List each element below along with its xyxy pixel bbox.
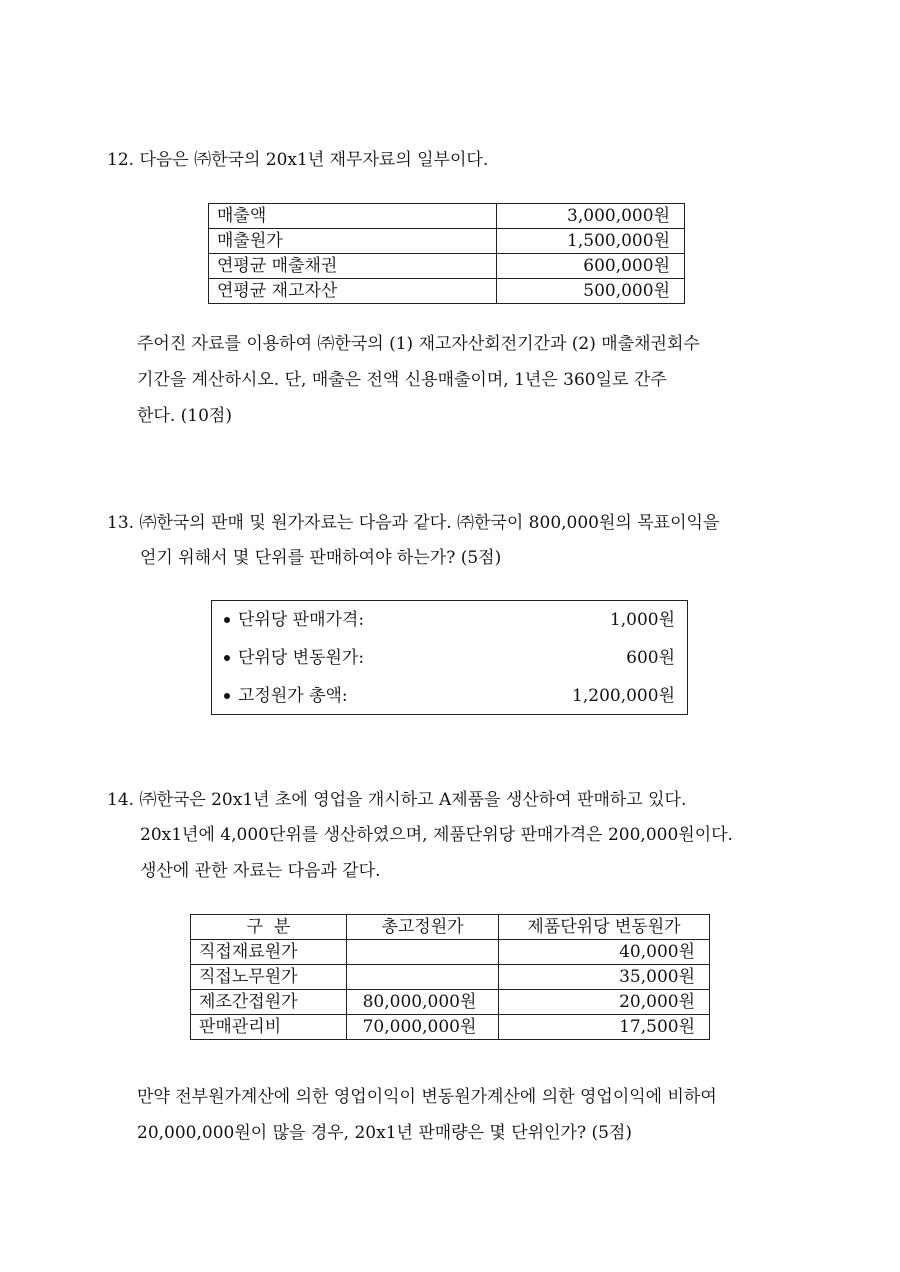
item-label: 단위당 변동원가: [238, 648, 365, 668]
list-item [222, 646, 675, 670]
table-cell-variable: 35,000원 [499, 965, 710, 990]
item-value: 1,000원 [609, 610, 675, 630]
table-cell-variable: 17,500원 [499, 1015, 710, 1040]
table-cell-item: 직접노무원가 [191, 965, 347, 990]
table-cell-fixed: 70,000,000원 [347, 1015, 499, 1040]
q14-table [190, 914, 710, 1040]
table-cell-fixed [347, 940, 499, 965]
q13-title-line: 13. ㈜한국의 판매 및 원가자료는 다음과 같다. ㈜한국이 800,000원의 목표이익을 [107, 513, 720, 533]
column-header: 구 분 [191, 915, 347, 940]
table-row [209, 279, 685, 304]
table-row [209, 229, 685, 254]
bullet-icon [224, 655, 230, 661]
table-cell-label: 매출원가 [209, 229, 497, 254]
table-cell-fixed [347, 965, 499, 990]
item-value: 600원 [626, 648, 675, 668]
table-row [191, 965, 710, 990]
table-cell-label: 연평균 매출채권 [209, 254, 497, 279]
q12-body-line: 기간을 계산하시오. 단, 매출은 전액 신용매출이며, 1년은 360일로 간주 [137, 370, 667, 390]
table-cell-item: 판매관리비 [191, 1015, 347, 1040]
q12-title: 12. 다음은 ㈜한국의 20x1년 재무자료의 일부이다. [107, 150, 489, 170]
table-cell-value: 1,500,000원 [497, 229, 685, 254]
table-cell-label: 매출액 [209, 204, 497, 229]
table-row [191, 940, 710, 965]
item-value: 1,200,000원 [572, 686, 675, 706]
table-cell-fixed: 80,000,000원 [347, 990, 499, 1015]
column-header: 총고정원가 [347, 915, 499, 940]
q12-body-line: 한다. (10점) [137, 406, 232, 426]
bullet-icon [224, 617, 230, 623]
item-label: 단위당 판매가격: [238, 610, 365, 630]
q13-data-box [211, 600, 688, 715]
column-header: 제품단위당 변동원가 [499, 915, 710, 940]
table-cell-label: 연평균 재고자산 [209, 279, 497, 304]
list-item [222, 684, 675, 708]
table-row [209, 204, 685, 229]
q14-title-line: 생산에 관한 자료는 다음과 같다. [140, 861, 381, 881]
q12-body-line: 주어진 자료를 이용하여 ㈜한국의 (1) 재고자산회전기간과 (2) 매출채권회수 [137, 334, 700, 354]
table-cell-variable: 20,000원 [499, 990, 710, 1015]
item-label: 고정원가 총액: [238, 686, 348, 706]
q13-title-line: 얻기 위해서 몇 단위를 판매하여야 하는가? (5점) [140, 548, 502, 568]
table-cell-variable: 40,000원 [499, 940, 710, 965]
table-cell-value: 3,000,000원 [497, 204, 685, 229]
table-cell-item: 제조간접원가 [191, 990, 347, 1015]
bullet-icon [224, 693, 230, 699]
q12-table [208, 203, 685, 304]
table-row [191, 990, 710, 1015]
list-item [222, 608, 675, 632]
table-row [191, 1015, 710, 1040]
table-cell-value: 600,000원 [497, 254, 685, 279]
q14-title-line: 20x1년에 4,000단위를 생산하였으며, 제품단위당 판매가격은 200,000원이다. [140, 825, 733, 845]
q14-body-line: 만약 전부원가계산에 의한 영업이익이 변동원가계산에 의한 영업이익에 비하여 [137, 1087, 717, 1107]
table-header-row [191, 915, 710, 940]
q14-title-line: 14. ㈜한국은 20x1년 초에 영업을 개시하고 A제품을 생산하여 판매하고 있다. [107, 790, 687, 810]
table-row [209, 254, 685, 279]
table-cell-value: 500,000원 [497, 279, 685, 304]
table-cell-item: 직접재료원가 [191, 940, 347, 965]
q14-body-line: 20,000,000원이 많을 경우, 20x1년 판매량은 몇 단위인가? (5점) [137, 1123, 632, 1143]
